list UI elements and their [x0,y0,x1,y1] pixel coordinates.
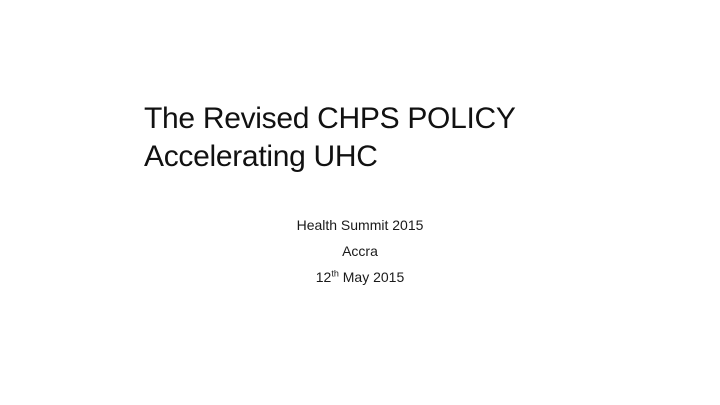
event-name: Health Summit 2015 [296,217,424,233]
title-line-2: Accelerating UHC [144,140,378,173]
event-location: Accra [342,243,378,259]
event-date [160,264,560,290]
slide-title [144,100,644,176]
date-ordinal-suffix: th [331,268,339,279]
date-day: 12 [315,269,332,285]
title-line-1: The Revised CHPS POLICY [144,102,516,135]
date-month-year: May 2015 [338,269,405,285]
slide-subtitle [160,212,560,290]
